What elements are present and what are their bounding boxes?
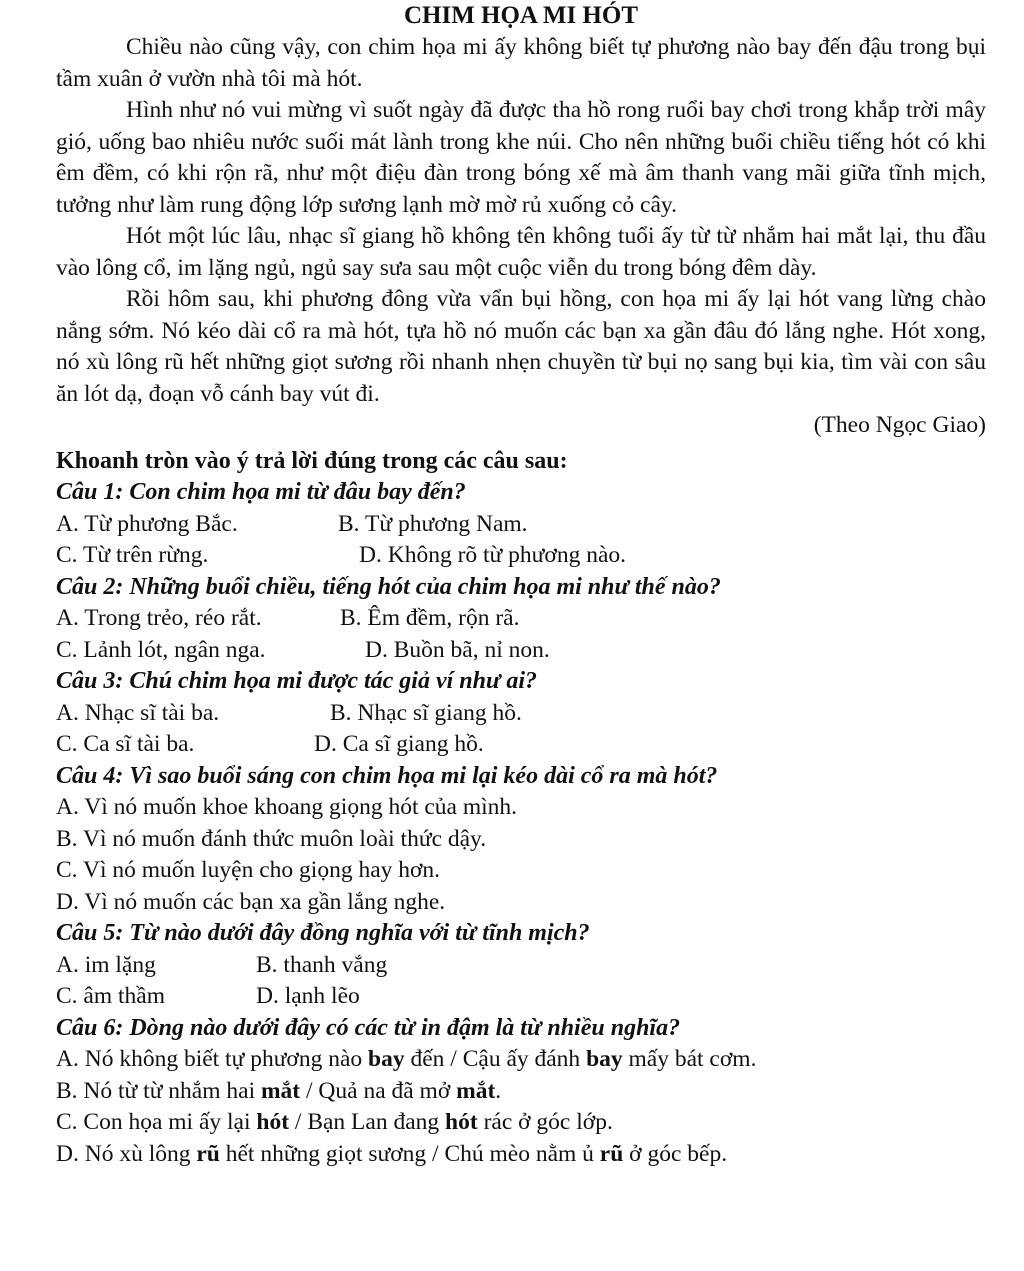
instruction-heading: Khoanh tròn vào ý trả lời đúng trong các câu sau: bbox=[56, 447, 568, 474]
question-6: Câu 6: Dòng nào dưới đây có các từ in đậm là từ nhiều nghĩa? bbox=[56, 1014, 681, 1041]
passage-source: (Theo Ngọc Giao) bbox=[813, 412, 986, 438]
option-6a-bold-word-2: bay bbox=[586, 1046, 623, 1072]
question-1: Câu 1: Con chim họa mi từ đâu bay đến? bbox=[56, 479, 466, 505]
option-6b-bold-word-1: mắt bbox=[260, 1077, 301, 1104]
option-6b bbox=[56, 1076, 986, 1108]
question-5-options-row-2 bbox=[56, 981, 986, 1013]
passage-paragraph-4: Rồi hôm sau, khi phương đông vừa vẩn bụi hồng, con họa mi ấy lại hót vang lừng chào nắng sớm. Nó kéo dài cổ ra mà hót, tựa hồ nó muốn các bạn xa gần đâu đó lắng nghe. Hót xong, nó xù lông rũ hết những giọt sương rồi nhanh nhẹn chuyền từ bụi nọ sang bụi kia, tìm vài con sâu ăn lót dạ, đoạn vỗ cánh bay vút đi. bbox=[56, 286, 986, 407]
question-2: Câu 2: Những buổi chiều, tiếng hót của chim họa mi như thế nào? bbox=[56, 573, 721, 600]
option-6b-text-pre: B. Nó từ từ nhắm hai bbox=[56, 1077, 261, 1104]
option-6d bbox=[56, 1139, 986, 1171]
option-2b: B. Êm đềm, rộn rã. bbox=[340, 605, 520, 631]
option-6d-text-mid: hết những giọt sương / Chú mèo nằm ủ bbox=[219, 1140, 600, 1167]
option-1b: B. Từ phương Nam. bbox=[338, 510, 528, 537]
option-3d: D. Ca sĩ giang hồ. bbox=[314, 731, 484, 757]
option-6b-text-post: . bbox=[495, 1077, 502, 1104]
question-5: Câu 5: Từ nào dưới đây đồng nghĩa với từ tĩnh mịch? bbox=[56, 920, 590, 946]
option-4c: C. Vì nó muốn luyện cho giọng hay hơn. bbox=[56, 857, 441, 883]
question-1-options-row-2 bbox=[56, 540, 986, 572]
option-1a: A. Từ phương Bắc. bbox=[56, 510, 238, 537]
option-6c-text-mid: / Bạn Lan đang bbox=[289, 1109, 446, 1135]
question-4: Câu 4: Vì sao buổi sáng con chim họa mi lại kéo dài cổ ra mà hót? bbox=[56, 762, 718, 789]
option-6c-bold-word-2: hót bbox=[445, 1109, 478, 1135]
document-title: CHIM HỌA MI HÓT bbox=[403, 2, 639, 29]
question-3: Câu 3: Chú chim họa mi được tác giả ví như ai? bbox=[56, 668, 538, 694]
option-6d-bold-word-1: rũ bbox=[196, 1140, 220, 1167]
option-5c: C. âm thầm bbox=[56, 983, 165, 1009]
question-2-options-row-1 bbox=[56, 603, 986, 635]
option-2d: D. Buồn bã, nỉ non. bbox=[365, 636, 550, 663]
option-3a: A. Nhạc sĩ tài ba. bbox=[56, 699, 220, 726]
option-6a-text-post: mấy bát cơm. bbox=[622, 1046, 757, 1072]
option-3b: B. Nhạc sĩ giang hồ. bbox=[330, 699, 522, 726]
question-3-options-row-1 bbox=[56, 698, 986, 730]
option-2a: A. Trong trẻo, réo rắt. bbox=[56, 605, 262, 631]
option-6a-bold-word-1: bay bbox=[368, 1046, 405, 1072]
option-4b: B. Vì nó muốn đánh thức muôn loài thức dậy. bbox=[56, 825, 487, 852]
option-1c: C. Từ trên rừng. bbox=[56, 542, 209, 568]
passage-paragraph-2: Hình như nó vui mừng vì suốt ngày đã được tha hồ rong ruổi bay chơi trong khắp trời mây gió, uống bao nhiêu nước suối mát lành trong khe núi. Cho nên những buổi chiều tiếng hót có khi êm đềm, có khi rộn rã, như một điệu đàn trong bóng xế mà âm thanh vang mãi giữa tĩnh mịch, tưởng như làm rung động lớp sương lạnh mờ mờ rủ xuống cỏ cây. bbox=[56, 97, 986, 218]
option-6b-bold-word-2: mắt bbox=[456, 1077, 496, 1104]
option-2c: C. Lảnh lót, ngân nga. bbox=[56, 636, 266, 663]
option-1d: D. Không rõ từ phương nào. bbox=[359, 542, 627, 568]
option-6c-text-pre: C. Con họa mi ấy lại bbox=[56, 1109, 257, 1135]
option-4a: A. Vì nó muốn khoe khoang giọng hót của mình. bbox=[56, 794, 518, 820]
option-6c-text-post: rác ở góc lớp. bbox=[477, 1109, 613, 1135]
option-6a bbox=[56, 1044, 986, 1076]
option-5d: D. lạnh lẽo bbox=[256, 983, 360, 1009]
passage-paragraph-3: Hót một lúc lâu, nhạc sĩ giang hồ không tên không tuổi ấy từ từ nhắm hai mắt lại, thu đầu vào lông cổ, im lặng ngủ, ngủ say sưa sau một cuộc viễn du trong bóng đêm dày. bbox=[56, 223, 986, 281]
option-6d-text-post: ở góc bếp. bbox=[623, 1140, 728, 1167]
option-5a: A. im lặng bbox=[56, 951, 156, 978]
option-4d: D. Vì nó muốn các bạn xa gần lắng nghe. bbox=[56, 888, 446, 915]
option-6c-bold-word-1: hót bbox=[256, 1109, 290, 1135]
option-6d-bold-word-2: rũ bbox=[599, 1140, 624, 1167]
option-6d-text-pre: D. Nó xù lông bbox=[56, 1140, 197, 1167]
option-3c: C. Ca sĩ tài ba. bbox=[56, 731, 195, 757]
option-6b-text-mid: / Quả na đã mở bbox=[300, 1077, 457, 1104]
option-6c bbox=[56, 1107, 986, 1139]
passage-paragraph-1: Chiều nào cũng vậy, con chim họa mi ấy không biết tự phương nào bay đến đậu trong bụi tầm xuân ở vườn nhà tôi mà hót. bbox=[56, 34, 986, 92]
option-5b: B. thanh vắng bbox=[256, 951, 388, 978]
option-6a-text-mid: đến / Cậu ấy đánh bbox=[404, 1046, 587, 1072]
question-3-options-row-2 bbox=[56, 729, 986, 761]
question-5-options-row-1 bbox=[56, 950, 986, 982]
question-2-options-row-2 bbox=[56, 635, 986, 667]
option-6a-text-pre: A. Nó không biết tự phương nào bbox=[56, 1046, 369, 1072]
question-1-options-row-1 bbox=[56, 509, 986, 541]
